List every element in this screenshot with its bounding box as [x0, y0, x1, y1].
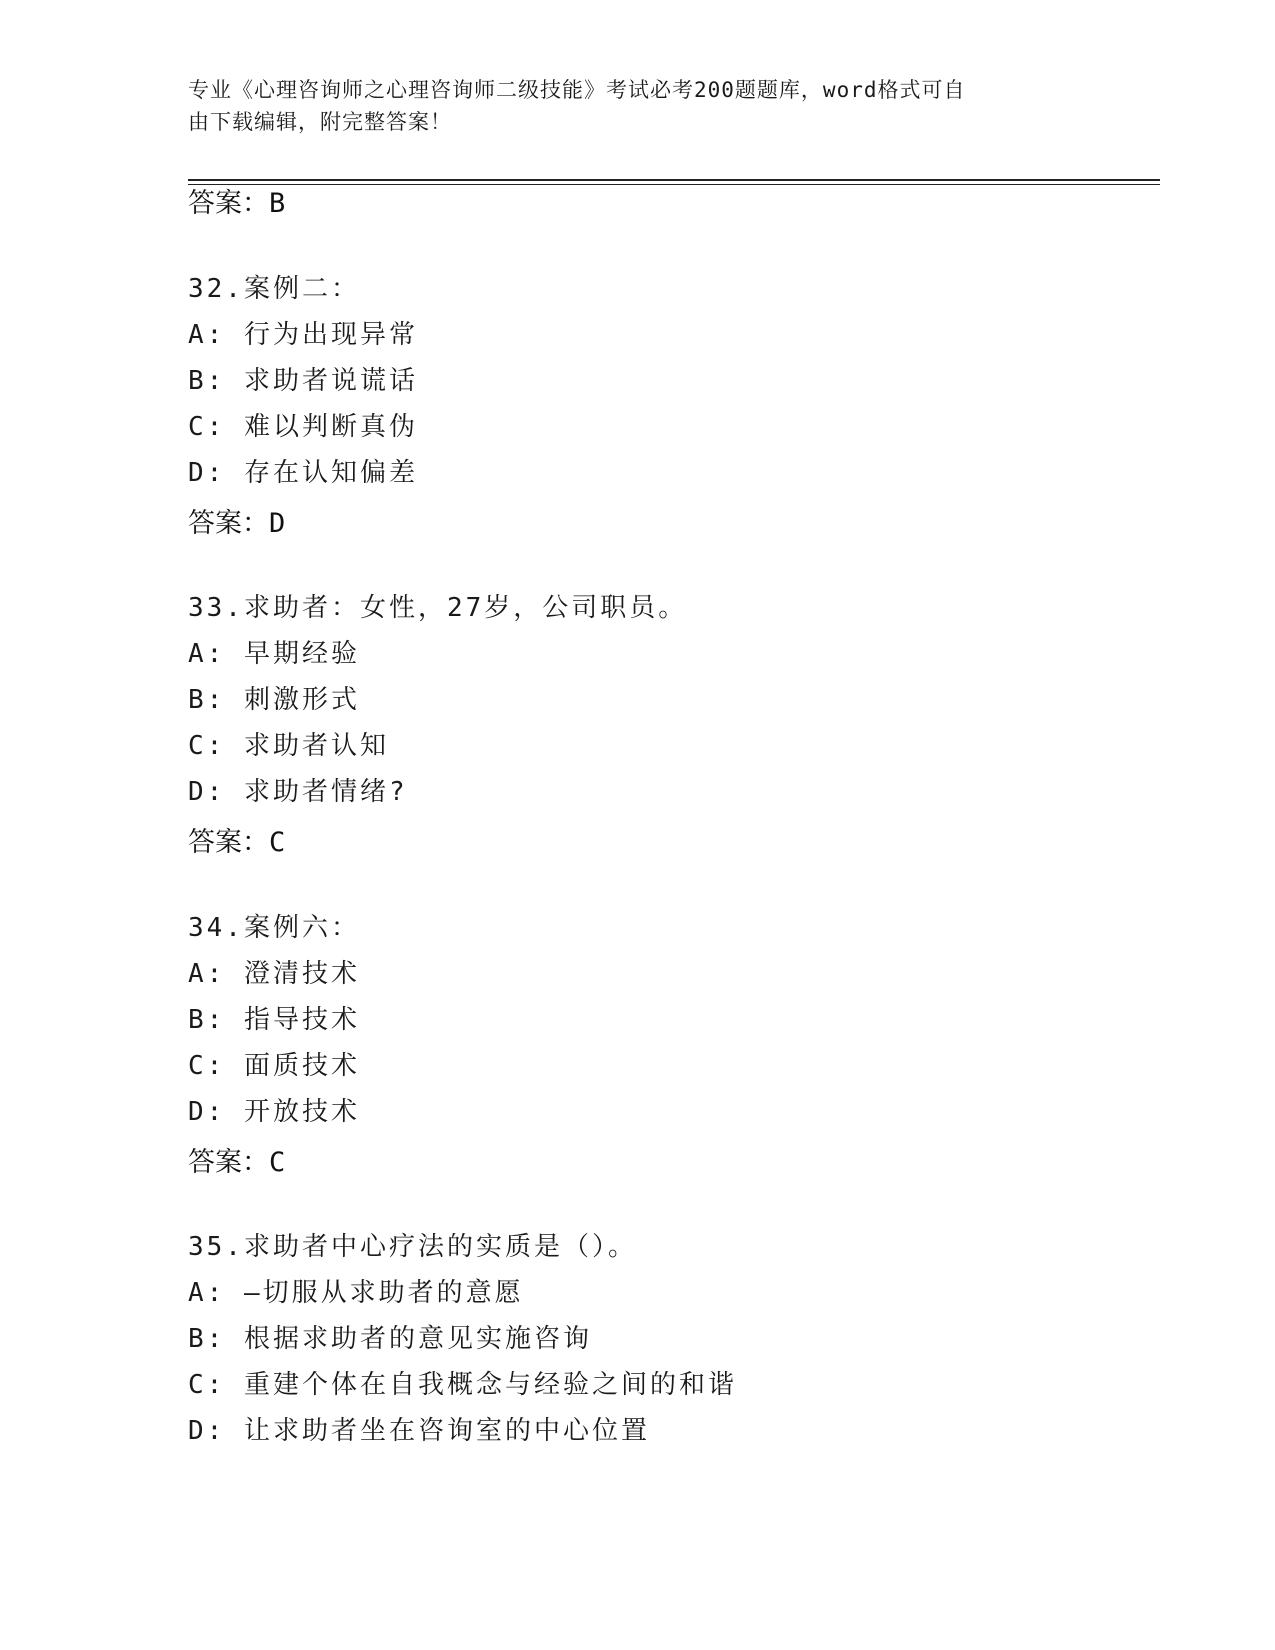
option-b: B: 指导技术 [188, 1005, 360, 1035]
answer-33: 答案：C [188, 827, 286, 858]
option-d: D: 存在认知偏差 [188, 458, 418, 488]
option-a: A: 早期经验 [188, 639, 360, 669]
option-c: C: 求助者认知 [188, 731, 389, 761]
question-34 [188, 905, 360, 1135]
option-c: C: 难以判断真伪 [188, 412, 418, 442]
question-stem: 35.求助者中心疗法的实质是（）。 [188, 1232, 637, 1262]
question-32 [188, 266, 418, 496]
header-rule-thick [188, 179, 1160, 181]
question-35 [188, 1224, 737, 1454]
answer-31: 答案：B [188, 188, 286, 219]
option-d: D: 开放技术 [188, 1097, 360, 1127]
option-b: B: 求助者说谎话 [188, 366, 418, 396]
document-header [188, 74, 1068, 138]
answer-34: 答案：C [188, 1147, 286, 1178]
header-rule-thin [188, 184, 1160, 185]
option-a: A: —切服从求助者的意愿 [188, 1278, 524, 1308]
option-b: B: 根据求助者的意见实施咨询 [188, 1324, 592, 1354]
option-d: D: 求助者情绪? [188, 777, 408, 807]
question-33 [188, 585, 687, 815]
question-stem: 33.求助者：女性，27岁，公司职员。 [188, 593, 688, 623]
header-line-1: 专业《心理咨询师之心理咨询师二级技能》考试必考200题题库，word格式可自 [188, 78, 966, 102]
option-c: C: 重建个体在自我概念与经验之间的和谐 [188, 1370, 737, 1400]
answer-32: 答案：D [188, 508, 286, 539]
option-c: C: 面质技术 [188, 1051, 360, 1081]
option-d: D: 让求助者坐在咨询室的中心位置 [188, 1416, 650, 1446]
option-a: A: 澄清技术 [188, 959, 360, 989]
question-stem: 32.案例二： [188, 274, 360, 304]
question-stem: 34.案例六： [188, 913, 360, 943]
option-b: B: 刺激形式 [188, 685, 360, 715]
option-a: A: 行为出现异常 [188, 320, 418, 350]
header-line-2: 由下载编辑，附完整答案！ [188, 110, 452, 134]
